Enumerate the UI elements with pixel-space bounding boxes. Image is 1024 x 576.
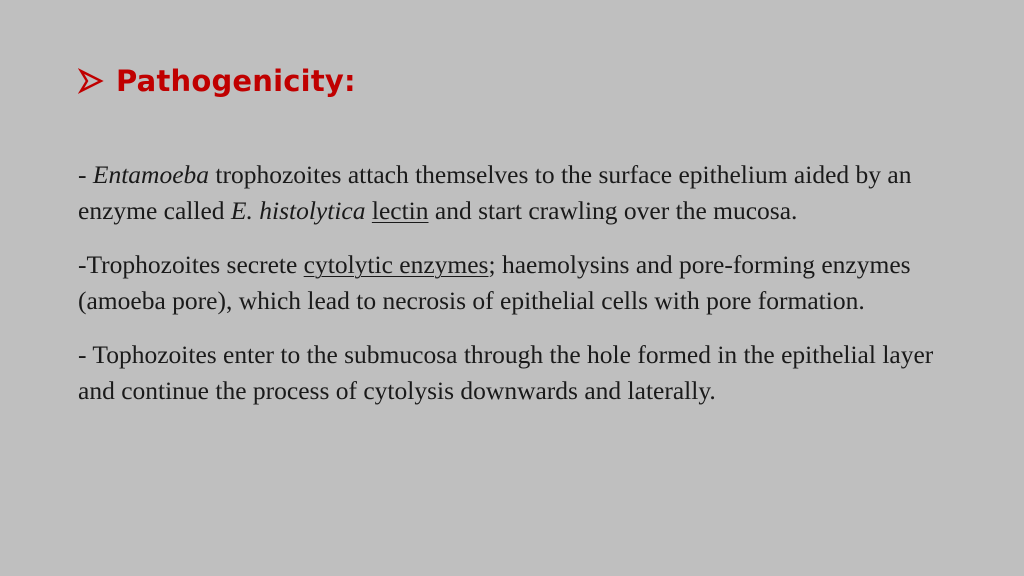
species-name: E. histolytica (230, 196, 366, 225)
arrow-bullet-icon (78, 68, 104, 94)
paragraph-attachment (78, 157, 968, 229)
paragraph-invasion (78, 337, 968, 409)
p2-text-1: -Trophozoites secrete (78, 250, 304, 279)
p2-text-2: ; haemolysins and pore-forming enzymes (amoeba pore), which lead to necrosis of epithelial cells with pore formation. (78, 250, 911, 315)
p3-text: - Tophozoites enter to the submucosa through the hole formed in the epithelial layer and continue the process of cytolysis downwards and laterally. (78, 340, 934, 405)
heading-title: Pathogenicity: (116, 64, 356, 98)
slide-heading (78, 64, 356, 98)
p1-dash: - (78, 160, 93, 189)
p1-text-1: trophozoites attach themselves to the surface epithelium aided by an enzyme called (78, 160, 912, 225)
cytolytic-enzymes-link[interactable]: cytolytic enzymes (303, 250, 489, 279)
p1-text-2: and start crawling over the mucosa. (428, 196, 798, 225)
lectin-link[interactable]: lectin (371, 196, 429, 225)
paragraph-secretion (78, 247, 968, 319)
genus-name: Entamoeba (92, 160, 210, 189)
slide-body (78, 157, 968, 427)
